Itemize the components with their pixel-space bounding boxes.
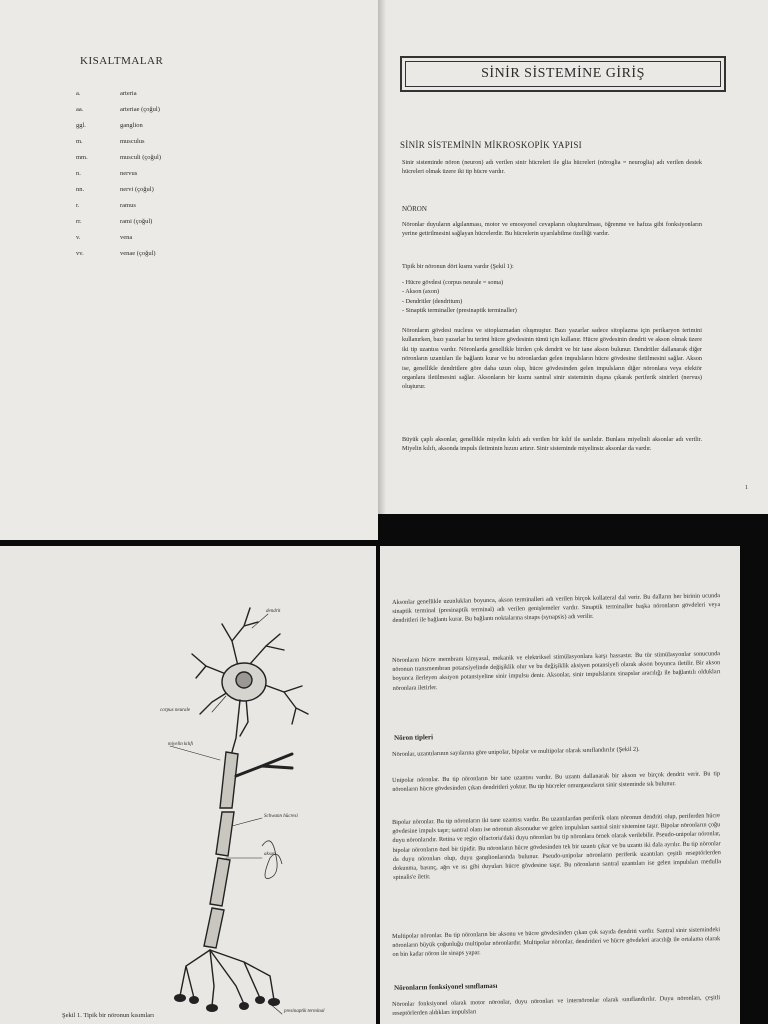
- abbreviation-key: a.: [76, 90, 81, 97]
- abbreviations-list: [76, 86, 276, 262]
- abbreviation-value: musculi (çoğul): [120, 154, 161, 161]
- abbreviation-value: nervi (çoğul): [120, 186, 154, 193]
- abbreviation-key: ggl.: [76, 122, 86, 129]
- page-number: 1: [745, 485, 748, 491]
- stimulation-paragraph: Nöronların hücre membranı kimyasal, mekanik ve elektriksel stimülasyonlara karşı hassastır. Bu tür stimülasyonlar sonucunda nöronun transmembran potansiyelinde değişiklik olur ve bu değişiklik aksiyen potansiyeli olarak akson boyunca iletilir. Bir akson boyunca ilerleyen aksiyon potansiyeline sinir impulsu denir. Aksonlar, sinir impulslarını sinapslar aracılığı ile bağlantılı oldukları nöronlara iletirler.: [392, 650, 721, 692]
- functional-classification-paragraph: Nöronlar fonksiyonel olarak motor nöronlar, duyu nöronları ve internöronlar olarak sınıflandırılır. Duyu nöronları, çeşitli reseptörlerden aldıkları impulsları: [392, 994, 721, 1018]
- abbreviation-key: m.: [76, 138, 83, 145]
- label-schwann: Schwann hücresi: [264, 814, 298, 819]
- intro-paragraph: Sinir sisteminde nöron (neuron) adı verilen sinir hücreleri ile glia hücreleri (nöroglia = neuroglia) adı verilen destek hücreleri olmak üzere iki tip hücre vardır.: [402, 159, 702, 176]
- label-presinaptik: presinaptik terminal: [284, 1009, 325, 1014]
- chapter-title: SİNİR SİSTEMİNE GİRİŞ: [481, 66, 645, 81]
- chapter-title-box: [400, 56, 726, 92]
- abbreviation-key: rr.: [76, 218, 82, 225]
- neuron-types-heading: Nöron tipleri: [394, 733, 434, 742]
- abbreviations-page: [0, 0, 378, 540]
- neuron-types-page: [380, 546, 740, 1024]
- abbreviation-row: [76, 102, 276, 118]
- abbreviation-row: [76, 118, 276, 134]
- abbreviation-key: mm.: [76, 154, 88, 161]
- unipolar-paragraph: Unipolar nöronlar. Bu tip nöronların bir tane uzantısı vardır. Bu uzantı dallanarak bir akson ve birçok dendrit verir. Bu tip nöronların hücre gövdesinden çıkan dendritleri yoktur. Bu tip hücreler omurgasızların sinir sisteminde sık bulunur.: [392, 770, 721, 794]
- functional-classification-heading: Nöronların fonksiyonel sınıflaması: [394, 981, 498, 992]
- noron-heading: NÖRON: [402, 205, 427, 213]
- neuron-figure-page: [0, 546, 376, 1024]
- abbreviation-key: aa.: [76, 106, 84, 113]
- abbreviation-value: musculus: [120, 138, 145, 145]
- abbreviation-row: [76, 86, 276, 102]
- neuron-types-paragraph: Nöronlar, uzantılarının sayılarına göre unipolar, bipolar ve multipolar olarak sınıflandırılır (Şekil 2).: [392, 745, 640, 758]
- abbreviation-value: vena: [120, 234, 133, 241]
- cell-body-paragraph: Nöronların gövdesi nucleus ve sitoplazmadan oluşmuştur. Bazı yazarlar sadece sitoplazma için perikaryon terimini kullanırken, bazı yazarlar bu terimi hücre gövdesinin tümü için kullanır. Hücre gövdesinin dendrit ve akson olmak üzere iki tip uzantısı vardır. Nöronlarda genellikle birden çok dendrit ve bir tane akson bulunur. Dendritler dallanarak diğer nöronların uzantıları ile bağlantı kurar ve bu nöronlardan gelen impulsların hücre gövdesine iletilmesini sağlar. Akson ise, genellikle dendritlere göre daha uzun olup, hücre gövdesinden gelen impulsların diğer nöronlara veya efektör organlara iletilmesini sağlar. Aksonların bir kısmı santral sinir sisteminin dışına çıkarak periferik sinirleri (nervus) oluşturur.: [402, 327, 702, 391]
- abbreviation-row: [76, 230, 276, 246]
- abbreviation-value: ganglion: [120, 122, 143, 129]
- noron-paragraph: Nöronlar duyuların algılanması, motor ve emosyonel cevapların oluşturulması, öğrenme ve hafıza gibi fonksiyonların yerine getirilmesini sağlayan hücrelerdir. Bu hücrelerin uyarılabilme özelliği vardır.: [402, 221, 702, 238]
- abbreviation-value: arteria: [120, 90, 137, 97]
- parts-list: [402, 278, 702, 316]
- presynaptic-terminal-knobs: [174, 994, 280, 1012]
- neuron-part-item: - Akson (axon): [402, 288, 440, 296]
- signature: [262, 841, 282, 879]
- parts-intro: Tipik bir nöronun dört kısmı vardır (Şekil 1):: [402, 263, 514, 270]
- label-dendrit: dendrit: [266, 609, 281, 614]
- abbreviation-key: nn.: [76, 186, 85, 193]
- abbreviation-value: nervus: [120, 170, 138, 177]
- abbreviations-title: KISALTMALAR: [80, 55, 164, 67]
- figure-caption: Şekil 1. Tipik bir nöronun kısımları: [62, 1012, 155, 1019]
- abbreviation-row: [76, 214, 276, 230]
- abbreviation-row: [76, 166, 276, 182]
- intro-page: [378, 0, 768, 514]
- abbreviation-key: n.: [76, 170, 81, 177]
- axon-collateral-paragraph: Aksonlar genellikle uzunlukları boyunca, akson terminalleri adı verilen birçok kollateral dal verir. Bu dalların her birinin ucunda sinaptik terminal (presinaptik terminal) adı verilen genişlemeler vardır. Sinaptik terminaller başka nöronların gövdeleri veya dendritleri ile bağlantı kurar. Bu bağlantı noktalarına sinaps (synapsis) adı verilir.: [392, 592, 721, 625]
- abbreviation-value: rami (çoğul): [120, 218, 153, 225]
- page-edge-shadow: [378, 0, 386, 514]
- abbreviation-key: r.: [76, 202, 80, 209]
- abbreviation-value: venae (çoğul): [120, 250, 156, 257]
- abbreviation-row: [76, 150, 276, 166]
- neuron-diagram: [0, 546, 376, 1024]
- abbreviation-row: [76, 134, 276, 150]
- neuron-part-item: - Dendritler (dendritum): [402, 297, 463, 305]
- label-myelin: miyelin kılıfı: [168, 742, 194, 747]
- abbreviation-value: arteriae (çoğul): [120, 106, 160, 113]
- abbreviation-row: [76, 246, 276, 262]
- neuron-part-item: - Hücre gövdesi (corpus neurale = soma): [402, 279, 504, 286]
- nucleus: [236, 672, 252, 688]
- multipolar-paragraph: Multipolar nöronlar. Bu tip nöronların bir aksonu ve hücre gövdesinden çıkan çok sayıda dendriti vardır. Santral sinir sistemindeki nöronların büyük çoğunluğu multipolar nöronlardır. Multipolar nöronlar, dendritleri ve hücre gövdeleri aracılığı ile ortalama olarak on bin kadar nöron ile sinaps yapar.: [392, 926, 721, 959]
- label-akson: akson: [264, 852, 276, 857]
- neuron-part-item: - Sinaptik terminaller (presinaptik terminaller): [402, 307, 517, 315]
- abbreviation-row: [76, 182, 276, 198]
- myelinated-axon: [204, 700, 240, 948]
- myelin-paragraph: Büyük çaplı aksonlar, genellikle miyelin kılıfı adı verilen bir kılıf ile sarılıdır. Bunlara miyelinli aksonlar adı verilir. Miyelin kılıfı, aksonda impuls iletiminin hızını artırır. Sinir sisteminde miyelinsiz aksonlar da vardır.: [402, 436, 702, 453]
- section-heading: SİNİR SİSTEMİNİN MİKROSKOPİK YAPISI: [400, 140, 582, 150]
- bipolar-paragraph: Bipolar nöronlar. Bu tip nöronların iki tane uzantısı vardır. Bu uzantılardan periferik olanı nöronun dendriti olup, periferden hücre gövdesine impuls taşır; santral olanı ise nöronun aksonudur ve gelen impulsları santral sinir sistemine taşır. Bipolar nöronların çoğu duyu nöronlarıdır. Retina ve regio olfactoria'daki duyu nöronları bu tip nöronlara örnek olarak verilebilir. Pseudo-unipolar nöronlar, bipolar nöronların özel bir tipidir. Bu nöronların hücre gövdesinden tek bir uzantı çıkar ve bu uzantı iki dala ayrılır. Bu tip nöronlar da duyu nöronları olup, duyu ganglionlarında bulunur. Pseudo-unipolar nöronların periferik uzantıları çeşitli reseptörlerden dokunma, basınç, ağrı ve ısı gibi duyuları hücre gövdesine taşır. Bu nöronların santral uzantıları ise gelen impulsları medulla spinalis'e iletir.: [392, 812, 722, 882]
- abbreviation-key: vv.: [76, 250, 84, 257]
- abbreviation-value: ramus: [120, 202, 136, 209]
- abbreviation-key: v.: [76, 234, 81, 241]
- label-corpus-neurale: corpus neurale: [160, 708, 191, 713]
- abbreviation-row: [76, 198, 276, 214]
